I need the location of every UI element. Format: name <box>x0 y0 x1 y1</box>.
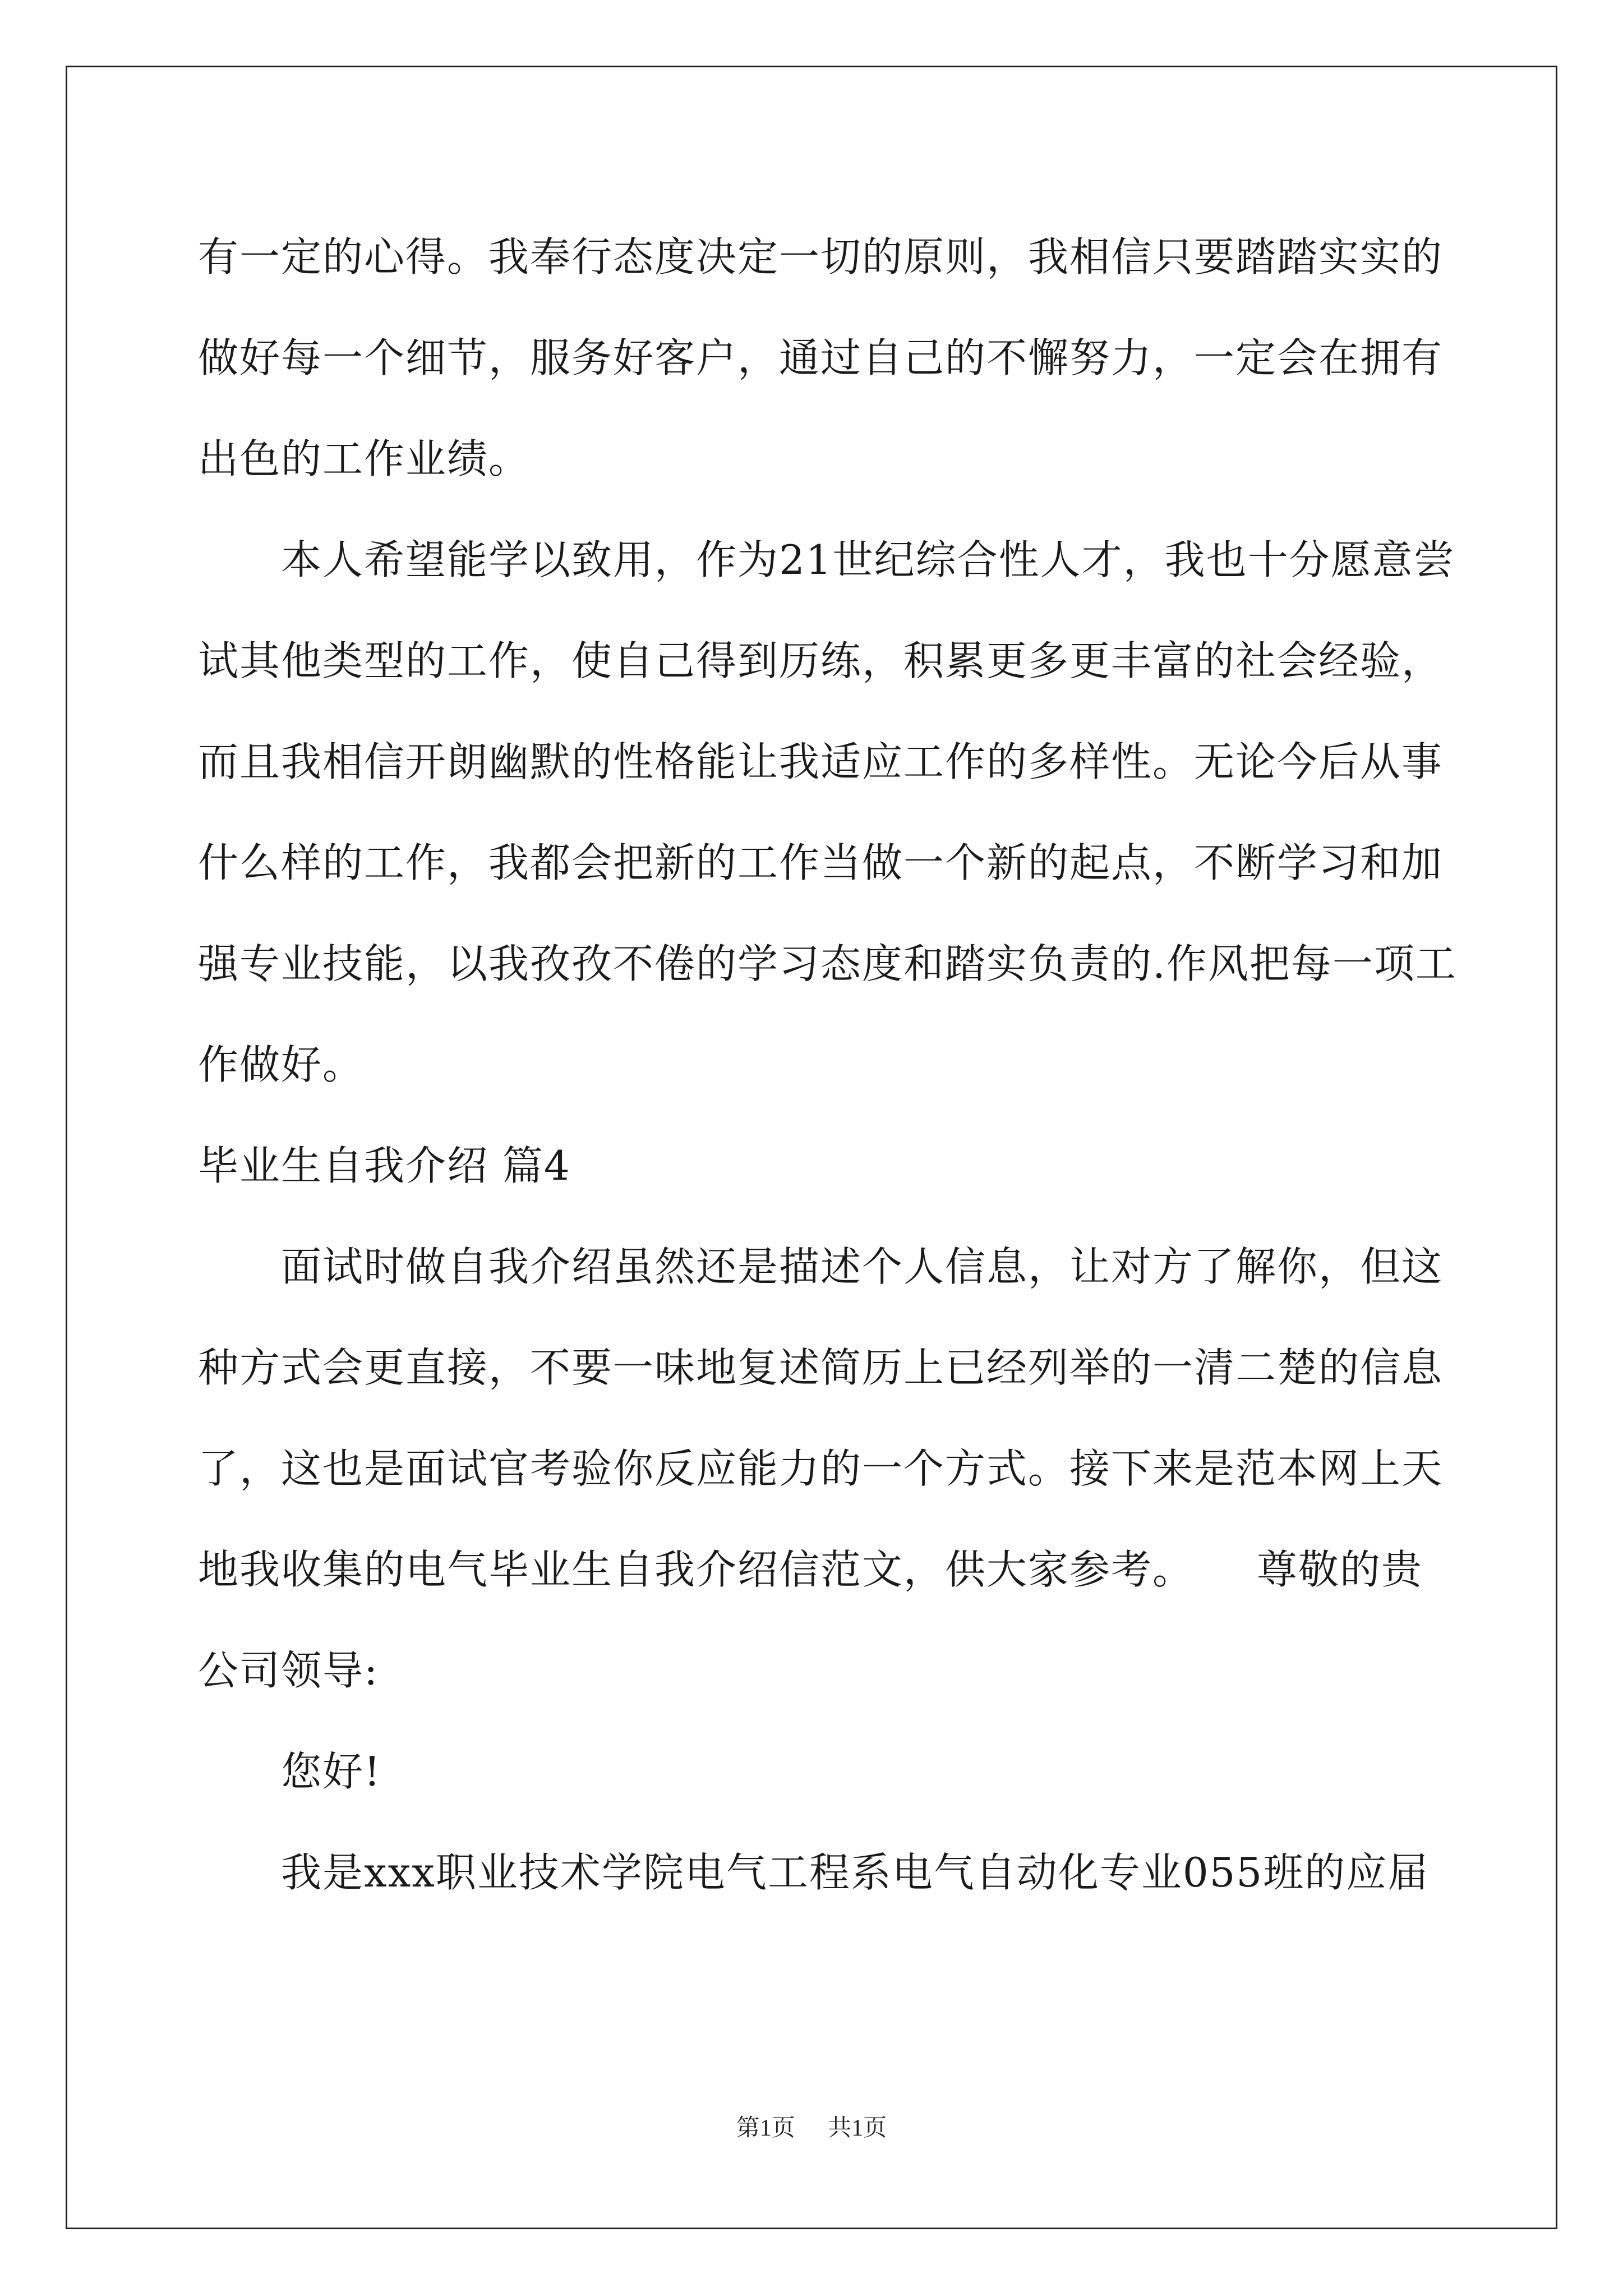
page-number: 第1页 <box>736 2115 795 2141</box>
text-line: 公司领导: <box>198 1647 379 1694</box>
text-line: 作做好。 <box>198 1041 365 1088</box>
text-line: 地我收集的电气毕业生自我介绍信范文，供大家参考。 尊敬的贵 <box>198 1546 1423 1593</box>
text-line: 面试时做自我介绍虽然还是描述个人信息，让对方了解你，但这 <box>281 1243 1444 1290</box>
text-line: 了，这也是面试官考验你反应能力的一个方式。接下来是范本网上天 <box>198 1445 1444 1492</box>
text-line: 什么样的工作，我都会把新的工作当做一个新的起点，不断学习和加 <box>198 839 1444 886</box>
text-line: 我是xxx职业技术学院电气工程系电气自动化专业055班的应届 <box>281 1849 1430 1896</box>
section-heading: 毕业生自我介绍 篇4 <box>198 1142 571 1189</box>
text-line: 您好! <box>281 1748 381 1795</box>
document-body <box>198 206 1457 1923</box>
text-line: 强专业技能，以我孜孜不倦的学习态度和踏实负责的.作风把每一项工 <box>198 940 1457 987</box>
page-total: 共1页 <box>828 2115 887 2141</box>
text-line: 有一定的心得。我奉行态度决定一切的原则，我相信只要踏踏实实的 <box>198 233 1444 280</box>
text-line: 试其他类型的工作，使自己得到历练，积累更多更丰富的社会经验， <box>198 637 1444 684</box>
text-line: 而且我相信开朗幽默的性格能让我适应工作的多样性。无论今后从事 <box>198 738 1444 785</box>
text-line: 出色的工作业绩。 <box>198 435 531 482</box>
text-line: 种方式会更直接，不要一味地复述简历上已经列举的一清二楚的信息 <box>198 1344 1444 1391</box>
text-line: 本人希望能学以致用，作为21世纪综合性人才，我也十分愿意尝 <box>281 536 1455 583</box>
page-footer <box>0 2109 1623 2143</box>
text-line: 做好每一个细节，服务好客户，通过自己的不懈努力，一定会在拥有 <box>198 334 1444 381</box>
